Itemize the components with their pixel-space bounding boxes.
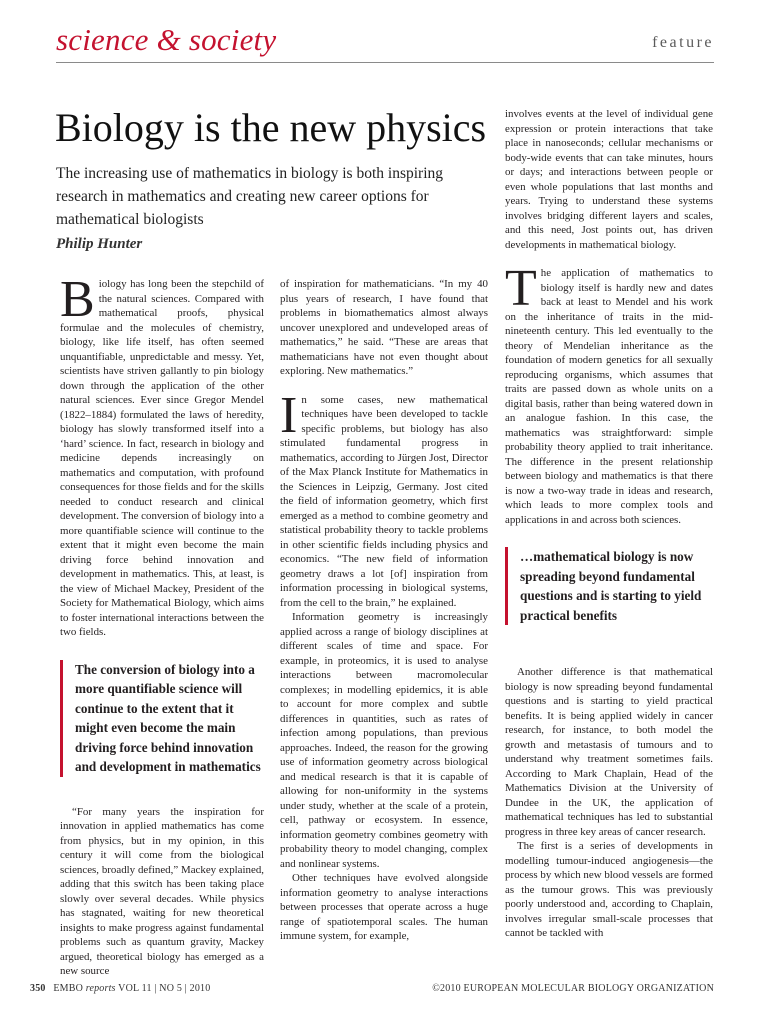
paragraph-text: n some cases, new mathematical techniques have been developed to tackle specific problems, but biology has also stimulated fundamental progress in mathematics, according to Jürgen Jost, Director of the Max Planck Institute for Mathematics in the Sciences in Leipzig, Germany. Jost cited the field of information geometry, which first emerged as a method to combine geometry and statistical probability theory to tackle problems in other scientific fields including physics and economics. “The new field of information geometry draws a lot [of] inspiration from information processing in biological systems, from the cell to the brain,” he explained. bbox=[280, 393, 488, 609]
column-2 bbox=[280, 277, 488, 944]
body-paragraph: of inspiration for mathematicians. “In my 40 plus years of research, I have found that problems in biomathematics almost always uncover unexplored and undeveloped areas of mathematics,” he said. “These are areas that mathematicians have not even thought about exploring. New mathematics.” bbox=[280, 278, 488, 377]
issue-info: VOL 11 | NO 5 | 2010 bbox=[118, 983, 211, 994]
pull-quote: …mathematical biology is now spreading beyond fundamental questions and is starting to yield practical benefits bbox=[505, 547, 713, 625]
body-paragraph bbox=[280, 386, 488, 611]
article-type-label: feature bbox=[652, 34, 714, 51]
body-paragraph: “For many years the inspiration for innovation in applied mathematics has come from physics, but in my opinion, in this century it will come from the biological sciences, broadly defined,” Mackey explained, adding that this switch has been taking place slowly over several decades. While physics has stagnated, waiting for new theoretical insights to make progress against fundamental problems such as quantum gravity, Mackey argued, theoretical biology has emerged as a new source bbox=[60, 805, 264, 977]
footer-copyright: ©2010 EUROPEAN MOLECULAR BIOLOGY ORGANIZATION bbox=[432, 983, 714, 994]
paragraph-text: he application of mathematics to biology itself is hardly new and dates back at least to Mendel and his work on the inheritance of traits in the mid-nineteenth century. This led eventually to the theory of Mendelian inheritance as the foundation of modern genetics for all sexually reproducing organisms, which assumes that traits are passed down as whole units on a digital basis, rather than being watered down in an analogue fashion. In this case, the mathematics was straightforward: simple probability theory applied to trait inheritance. The difference in the present relationship between biology and mathematics is that there is now a two-way trade in ideas and research, which leads to more complex tools and applications in and across both sciences. bbox=[505, 267, 713, 526]
author-name: Philip Hunter bbox=[56, 236, 143, 252]
column-3 bbox=[505, 107, 713, 941]
paragraph-text: iology has long been the stepchild of the natural sciences. Compared with mathematical proofs, physical formulae and the molecules of chemistry, biology, like life itself, has often seemed unquantifiable, unpredictable and messy. Yet, scientists have striven gallantly to pin biology down through the application of the other natural sciences. Ever since Gregor Mendel (1822–1884) formulated the laws of heredity, biology has slowly transformed itself into a ‘hard’ science. In fact, research in biology and medicine depends increasingly on mathematics and computation, with profound consequences for those fields and for the skills needed to conduct research and clinical development. The conversion of biology into a more quantifiable science will continue to the extent that it might even become the main driving force behind innovation and development in mathematics. This, at least, is the view of Michael Mackey, President of the Society for Mathematical Biology, which aims to foster international interactions between the two fields. bbox=[60, 278, 264, 638]
pull-quote: The conversion of biology into a more quantifiable science will continue to the extent that it might even become the main driving force behind innovation and development in mathematics bbox=[60, 660, 264, 777]
column-1 bbox=[60, 271, 264, 979]
page-number: 350 bbox=[30, 983, 46, 994]
drop-cap: I bbox=[280, 386, 298, 444]
body-paragraph: Information geometry is increasingly applied across a range of biology disciplines at different scales of time and space. For example, in proteomics, it is used to analyse interactions between macromolecular complexes; in modelling epidemics, it is able to account for more complex and subtle differences in quantities, such as rates of infection among populations, than previous approaches. Indeed, the reason for the growing use of information geometry across biological and medical research is that it is capable of allowing for non-uniformity in the systems under study, whether at the scale of a protein, cell, pathway or ecosystem. In essence, information geometry combines geometry with probability theory to model changing, complex and nonlinear systems. bbox=[280, 611, 488, 870]
footer-citation bbox=[30, 983, 210, 994]
header-rule bbox=[56, 62, 714, 63]
drop-cap: T bbox=[505, 260, 537, 317]
body-paragraph bbox=[505, 260, 713, 527]
article-title: Biology is the new physics bbox=[55, 105, 487, 150]
section-label: science & society bbox=[56, 22, 277, 57]
body-paragraph: The first is a series of developments in modelling tumour-induced angiogenesis—the process by which new blood vessels are formed as the tumour grows. This was previously poorly understood and, according to Chaplain, involves irregular small-scale processes that cannot be tackled with bbox=[505, 840, 713, 939]
drop-cap: B bbox=[60, 271, 95, 328]
body-paragraph: Other techniques have evolved alongside information geometry to analyse interactions between processes that operate across a huge range of spatiotemporal scales. The human immune system, for example, bbox=[280, 872, 488, 942]
body-paragraph: involves events at the level of individual gene expression or protein interactions that take place in nanoseconds; cellular mechanisms or body-wide events that can take minutes, hours or days; and interactions between people or even whole populations that last months and years. Trying to understand these systems involves bridging different layers and scales, and this need, Jost points out, has driven developments in mathematical biology. bbox=[505, 108, 713, 251]
body-paragraph bbox=[60, 271, 264, 640]
standfirst: The increasing use of mathematics in biology is both inspiring research in mathematics and creating new career options for mathematical biologists bbox=[56, 165, 444, 228]
body-paragraph: Another difference is that mathematical biology is now spreading beyond fundamental questions and is starting to yield practical benefits. It is being applied widely in cancer research, for instance, to both model the growth and metastasis of tumours and to understand why treatment sometimes fails. According to Mark Chaplain, Head of the Mathematics Division at the University of Dundee in the UK, the application of mathematical techniques has led to substantial progress in three key areas of cancer research. bbox=[505, 666, 713, 838]
journal-name-suffix: reports bbox=[85, 983, 116, 994]
journal-name: EMBO bbox=[53, 983, 84, 994]
